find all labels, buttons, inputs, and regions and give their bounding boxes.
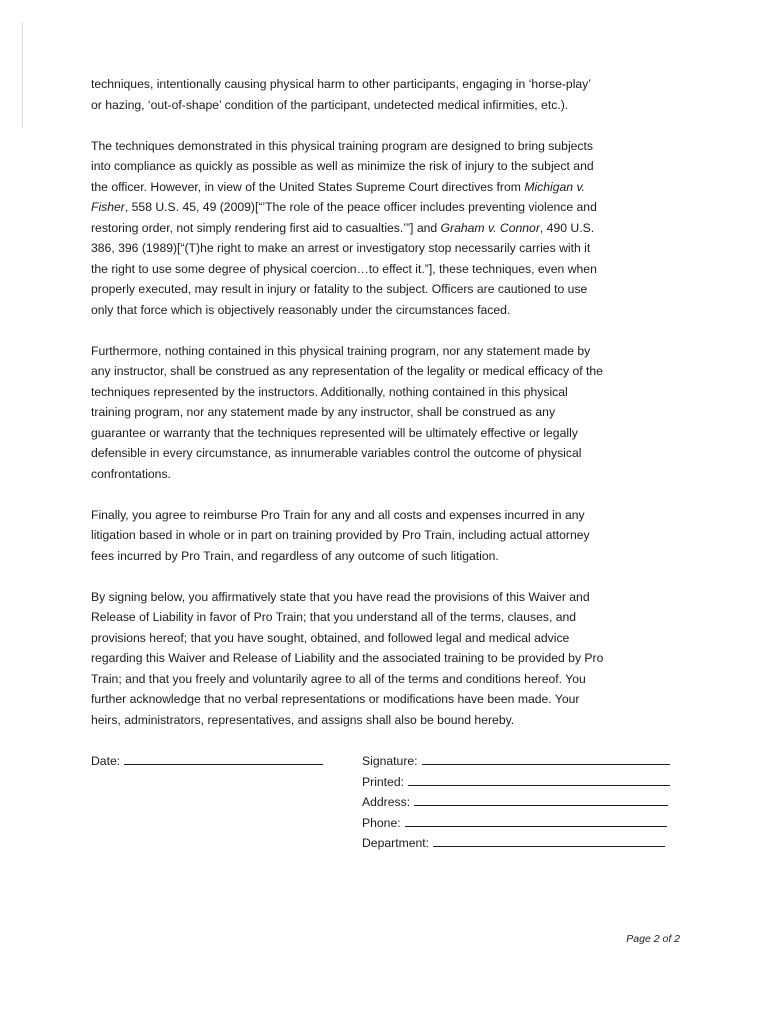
date-label: Date: bbox=[91, 754, 121, 768]
phone-field bbox=[362, 813, 670, 834]
department-field bbox=[362, 833, 670, 854]
case-citation-michigan: Michigan v. bbox=[524, 179, 586, 194]
date-field bbox=[91, 751, 323, 772]
case-citation-graham: Graham v. Connor bbox=[440, 220, 540, 235]
signature-field bbox=[362, 751, 670, 772]
techniques-paragraph: The techniques demonstrated in this physical training program are designed to bring subjects into compliance as quickly as possible as well as minimize the risk of injury to the subject and the officer. However, in view of the United States Supreme Court directives from Michigan v. Fisher, 558 U.S. 45, 49 (2009)[“’The role of the peace officer includes preventing violence and restoring order, not simply rendering first aid to casualties.’”] and Graham v. Connor, 490 U.S. 386, 396 (1989)[“(T)he right to make an arrest or investigatory stop necessarily carries with it the right to use some degree of physical coercion…to effect it.”], these techniques, even when properly executed, may result in injury or fatality to the subject. Officers are cautioned to use only that force which is objectively reasonably under the circumstances faced. bbox=[91, 138, 597, 317]
date-input-line[interactable] bbox=[124, 751, 323, 765]
department-input-line[interactable] bbox=[433, 833, 665, 847]
document-body bbox=[91, 74, 683, 751]
address-input-line[interactable] bbox=[414, 792, 668, 806]
signature-label: Signature: bbox=[362, 754, 418, 768]
continued-paragraph: techniques, intentionally causing physical harm to other participants, engaging in ‘horse-play’ or hazing, ‘out-of-shape’ condition of the participant, undetected medical infirmities, etc.). bbox=[91, 77, 591, 112]
signature-input-line[interactable] bbox=[422, 751, 670, 765]
phone-input-line[interactable] bbox=[405, 813, 667, 827]
department-label: Department: bbox=[362, 836, 430, 850]
page-number: Page 2 of 2 bbox=[626, 933, 680, 945]
printed-field bbox=[362, 772, 670, 793]
address-label: Address: bbox=[362, 795, 411, 809]
signing-paragraph: By signing below, you affirmatively state that you have read the provisions of this Waiver and Release of Liability in favor of Pro Train; that you understand all of the terms, clauses, and provisions hereof; that you have sought, obtained, and followed legal and medical advice regarding this Waiver and Release of Liability and the associated training to be provided by Pro Train; and that you freely and voluntarily agree to all of the terms and conditions hereof. You further acknowledge that no verbal representations or modifications have been made. Your heirs, administrators, representatives, and assigns shall also be bound hereby. bbox=[91, 589, 604, 727]
finally-paragraph: Finally, you agree to reimburse Pro Train for any and all costs and expenses incurred in any litigation based in whole or in part on training provided by Pro Train, including actual attorney fees incurred by Pro Train, and regardless of any outcome of such litigation. bbox=[91, 507, 590, 563]
phone-label: Phone: bbox=[362, 815, 401, 830]
printed-label: Printed: bbox=[362, 774, 405, 789]
page-margin-line bbox=[22, 22, 23, 128]
printed-input-line[interactable] bbox=[408, 772, 670, 786]
case-citation-fisher: Fisher bbox=[91, 200, 125, 214]
signer-fields bbox=[362, 751, 670, 854]
furthermore-paragraph: Furthermore, nothing contained in this physical training program, nor any statement made by any instructor, shall be construed as any representation of the legality or medical efficacy of the techniques represented by the instructors. Additionally, nothing contained in this physical training program, nor any statement made by any instructor, shall be construed as any guarantee or warranty that the techniques represented will be ultimately effective or legally defensible in every circumstance, as innumerable variables control the outcome of physical confrontations. bbox=[91, 343, 603, 481]
address-field bbox=[362, 792, 670, 813]
